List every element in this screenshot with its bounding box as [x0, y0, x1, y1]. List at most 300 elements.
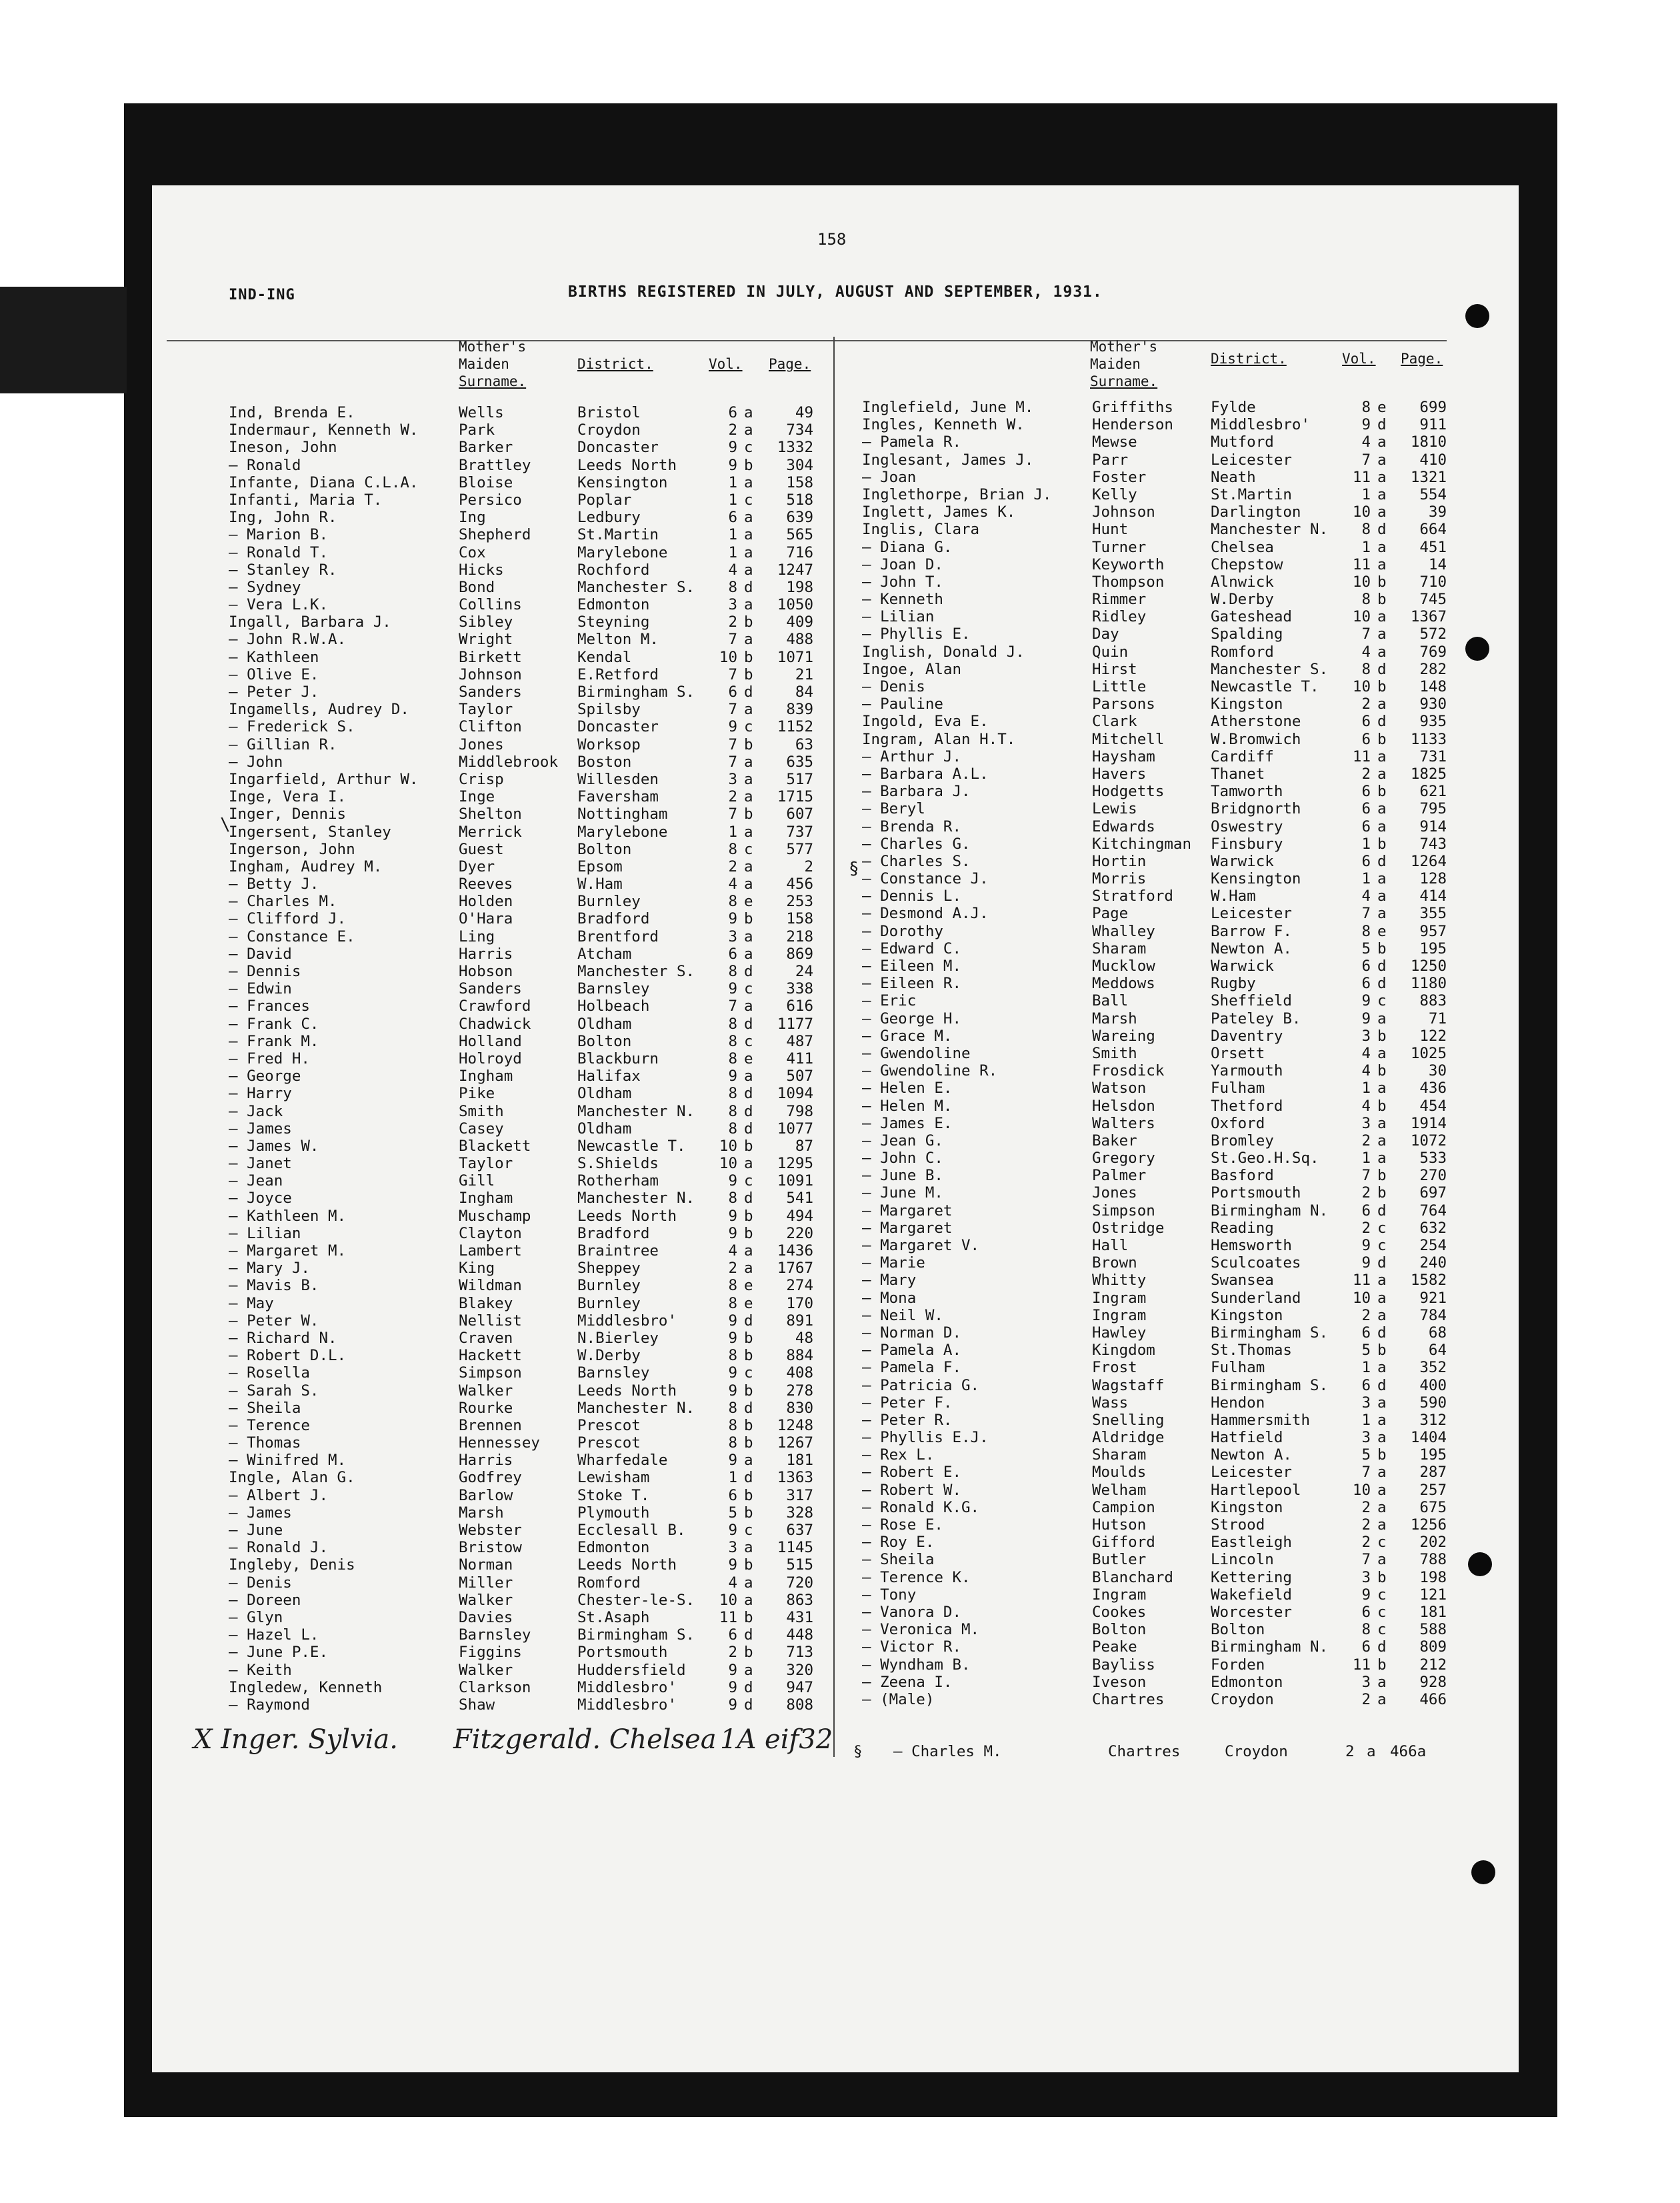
entry-vol: 9	[728, 910, 737, 928]
entry-name: — Jean	[229, 1172, 283, 1190]
entry-page: 287	[1419, 1464, 1447, 1482]
entry-district: Portsmouth	[577, 1644, 668, 1662]
entry-vol: 11	[719, 1608, 737, 1626]
entry-mother: O'Hara	[459, 910, 513, 928]
entry-mother: Hunt	[1092, 521, 1129, 539]
entry-page: 202	[1419, 1534, 1447, 1552]
entry-district: Kingston	[1211, 695, 1283, 713]
entry-district: Kendal	[577, 648, 632, 666]
entry-row	[229, 1224, 815, 1241]
entry-name: — Frances	[229, 997, 310, 1015]
entry-sec: a	[1377, 887, 1387, 905]
entry-name: — Sydney	[229, 578, 301, 596]
entry-page: 257	[1419, 1481, 1447, 1499]
entry-mother: Kelly	[1092, 485, 1137, 503]
entry-district: Bromley	[1211, 1132, 1274, 1150]
entry-row	[229, 1171, 815, 1188]
entry-sec: a	[744, 945, 753, 963]
header-vol: Vol.	[709, 356, 743, 372]
entry-district: Manchester S.	[1211, 660, 1329, 678]
entry-mother: Hobson	[459, 963, 513, 980]
entry-name: — Lilian	[229, 1224, 301, 1242]
entry-district: Leeds North	[577, 1556, 677, 1574]
entry-sec: a	[744, 997, 753, 1015]
entry-sec: b	[1377, 573, 1387, 591]
entry-row	[229, 1014, 815, 1031]
entry-page: 697	[1419, 1184, 1447, 1202]
entry-page: 158	[786, 473, 813, 491]
entry-page: 1077	[777, 1120, 813, 1138]
entry-page: 1072	[1410, 1132, 1447, 1150]
entry-district: Oswestry	[1211, 817, 1283, 835]
entry-name: — Gwendoline	[862, 1044, 971, 1062]
entry-sec: d	[744, 1469, 753, 1487]
entry-row	[229, 1660, 815, 1678]
entry-row	[229, 787, 815, 804]
entry-row	[862, 1043, 1449, 1061]
entry-row	[862, 1218, 1449, 1236]
entry-mother: Griffiths	[1092, 399, 1173, 416]
punch-hole-4	[1471, 1860, 1495, 1884]
entry-sec: a	[1377, 817, 1387, 835]
entry-district: Newton A.	[1211, 939, 1292, 957]
entry-name: Inglesant, James J.	[862, 451, 1034, 469]
entry-row	[862, 799, 1449, 816]
entry-sec: d	[744, 1399, 753, 1417]
entry-name: — Mavis B.	[229, 1277, 319, 1295]
entry-page: 466	[1419, 1690, 1447, 1708]
entry-mother: Edwards	[1092, 817, 1155, 835]
entry-page: 87	[795, 1137, 813, 1155]
entry-page: 1404	[1410, 1429, 1447, 1447]
entry-vol: 10	[719, 1591, 737, 1609]
entry-sec: a	[1377, 1394, 1387, 1412]
entry-sec: b	[744, 1347, 753, 1365]
entry-row	[229, 1241, 815, 1258]
entry-name: — John C.	[862, 1150, 943, 1168]
entry-name: — Harry	[229, 1085, 292, 1103]
header-mother-line1: Mother's	[1090, 339, 1158, 355]
right-column	[862, 339, 1449, 1707]
entry-page: 1145	[777, 1539, 813, 1557]
entry-sec: b	[744, 1224, 753, 1242]
entry-district: Croydon	[577, 421, 641, 439]
entry-district: Doncaster	[577, 439, 659, 457]
entry-mother: Hicks	[459, 561, 504, 579]
entry-district: Birmingham S.	[1211, 1376, 1329, 1394]
entry-district: Ledbury	[577, 509, 641, 527]
punch-hole-3	[1468, 1552, 1492, 1576]
entry-name: — Constance E.	[229, 927, 355, 945]
entry-district: Sheppey	[577, 1260, 641, 1278]
entry-district: W.Derby	[1211, 591, 1274, 609]
entry-vol: 7	[1361, 905, 1371, 923]
entry-sec: a	[744, 543, 753, 561]
entry-district: Fylde	[1211, 399, 1256, 416]
entry-vol: 9	[728, 1661, 737, 1679]
entry-row	[229, 507, 815, 525]
entry-mother: Watson	[1092, 1079, 1147, 1097]
header-mother-line2: Maiden	[459, 356, 509, 372]
entry-page: 212	[1419, 1656, 1447, 1674]
entry-page: 1091	[777, 1172, 813, 1190]
entry-district: Spilsby	[577, 701, 641, 719]
entry-name: — May	[229, 1294, 274, 1312]
entry-vol: 9	[728, 439, 737, 457]
entry-vol: 4	[1361, 887, 1371, 905]
entry-sec: a	[744, 1539, 753, 1557]
entry-mother: Middlebrook	[459, 753, 559, 771]
entry-mother: Baker	[1092, 1132, 1137, 1150]
entry-page: 270	[1419, 1167, 1447, 1185]
entry-name: Ingarfield, Arthur W.	[229, 770, 419, 788]
entry-page: 830	[786, 1399, 813, 1417]
entry-sec: a	[1377, 1359, 1387, 1377]
entry-row	[862, 781, 1449, 799]
entry-row	[862, 1637, 1449, 1654]
entry-page: 253	[786, 893, 813, 911]
entry-vol: 9	[728, 718, 737, 736]
entry-mother: Lewis	[1092, 800, 1137, 818]
entry-sec: a	[1377, 468, 1387, 486]
entry-sec: a	[744, 1574, 753, 1592]
entry-sec: a	[1377, 1673, 1387, 1691]
entry-mother: Brattley	[459, 456, 531, 474]
entry-district: Basford	[1211, 1167, 1274, 1185]
entry-vol: 3	[1361, 1673, 1371, 1691]
entry-name: — Kathleen M.	[229, 1207, 347, 1225]
entry-mother: Mewse	[1092, 433, 1137, 451]
entry-mother: Welham	[1092, 1481, 1147, 1499]
entry-district: Burnley	[577, 1277, 641, 1295]
entry-district: Reading	[1211, 1219, 1274, 1237]
entry-mother: Peake	[1092, 1638, 1137, 1656]
entry-mother: Aldridge	[1092, 1429, 1165, 1447]
entry-name: — Pauline	[862, 695, 943, 713]
entry-row	[229, 1206, 815, 1224]
entry-page: 1152	[777, 718, 813, 736]
entry-name: Inglish, Donald J.	[862, 643, 1025, 661]
entry-sec: b	[744, 1329, 753, 1347]
entry-sec: b	[744, 735, 753, 753]
entry-mother: Sharam	[1092, 1446, 1147, 1464]
entry-name: Ingles, Kenneth W.	[862, 416, 1025, 434]
entry-name: — June P.E.	[229, 1644, 329, 1662]
entry-vol: 1	[1361, 1411, 1371, 1429]
entry-district: Hammersmith	[1211, 1411, 1311, 1429]
addendum-mother: Chartres	[1108, 1743, 1181, 1760]
entry-mother: Bond	[459, 578, 495, 596]
entry-mother: Walker	[459, 1661, 513, 1679]
entry-page: 1133	[1410, 730, 1447, 748]
entry-name: Ingram, Alan H.T.	[862, 730, 1016, 748]
entry-vol: 8	[1361, 591, 1371, 609]
entry-row	[229, 490, 815, 507]
entry-vol: 9	[728, 1382, 737, 1400]
entry-sec: b	[744, 1416, 753, 1434]
entry-vol: 2	[1361, 1132, 1371, 1150]
entry-name: — Peter J.	[229, 683, 319, 701]
entry-row	[862, 1340, 1449, 1358]
entry-mother: Gill	[459, 1172, 495, 1190]
entry-vol: 4	[1361, 1097, 1371, 1115]
entry-sec: a	[1377, 695, 1387, 713]
entry-mother: Barlow	[459, 1486, 513, 1504]
entry-vol: 6	[1361, 975, 1371, 993]
entry-sec: e	[744, 1294, 753, 1312]
entry-vol: 6	[728, 404, 737, 421]
entry-mother: Rourke	[459, 1399, 513, 1417]
entry-name: — Charles S.	[862, 852, 971, 870]
entry-vol: 5	[728, 1504, 737, 1522]
entry-page: 254	[1419, 1237, 1447, 1254]
entry-row	[862, 1078, 1449, 1095]
entry-district: Marylebone	[577, 543, 668, 561]
entry-vol: 8	[1361, 521, 1371, 539]
entry-row	[862, 1358, 1449, 1375]
entry-page: 411	[786, 1049, 813, 1067]
entry-sec: b	[744, 648, 753, 666]
entry-name: — Peter R.	[862, 1411, 953, 1429]
entry-district: Mutford	[1211, 433, 1274, 451]
entry-sec: b	[1377, 1167, 1387, 1185]
entry-page: 30	[1428, 1062, 1447, 1080]
entry-page: 911	[1419, 416, 1447, 434]
entry-mother: Holden	[459, 893, 513, 911]
entry-district: Birmingham S.	[577, 1626, 695, 1644]
entry-sec: a	[744, 404, 753, 421]
entry-name: — Pamela A.	[862, 1342, 962, 1360]
entry-district: Barnsley	[577, 1364, 650, 1382]
entry-row	[229, 560, 815, 577]
header-district: District.	[1211, 351, 1287, 367]
entry-name: — Margaret	[862, 1219, 953, 1237]
entry-vol: 2	[1361, 1690, 1371, 1708]
entry-page: 1264	[1410, 852, 1447, 870]
entry-mother: Hawley	[1092, 1324, 1147, 1342]
entry-name: Ineson, John	[229, 439, 337, 457]
entry-vol: 7	[1361, 625, 1371, 643]
entry-page: 637	[786, 1522, 813, 1539]
entry-vol: 6	[1361, 1202, 1371, 1220]
entry-mother: Day	[1092, 625, 1119, 643]
entry-row	[862, 607, 1449, 624]
entry-row	[862, 1288, 1449, 1306]
entry-sec: b	[1377, 1062, 1387, 1080]
entry-name: Ingold, Eva E.	[862, 713, 989, 731]
entry-row	[862, 1148, 1449, 1166]
entry-district: Manchester N.	[577, 1102, 695, 1120]
entry-district: Manchester S.	[577, 963, 695, 980]
entry-vol: 1	[728, 543, 737, 561]
entry-page: 448	[786, 1626, 813, 1644]
entry-name: — John R.W.A.	[229, 631, 347, 649]
entry-page: 795	[1419, 800, 1447, 818]
entry-row	[862, 1201, 1449, 1218]
entry-mother: Craven	[459, 1329, 513, 1347]
entry-vol: 2	[728, 788, 737, 806]
entry-vol: 8	[1361, 399, 1371, 416]
entry-name: — Charles M.	[229, 893, 337, 911]
entry-sec: a	[744, 1242, 753, 1260]
entry-mother: Marsh	[459, 1504, 504, 1522]
entry-name: — Constance J.	[862, 870, 989, 888]
entry-district: Cardiff	[1211, 747, 1274, 765]
entry-mother: Hodgetts	[1092, 783, 1165, 801]
entry-district: Steyning	[577, 613, 650, 631]
entry-mother: Sharam	[1092, 939, 1147, 957]
entry-row	[229, 1573, 815, 1590]
entry-district: Poplar	[577, 491, 632, 509]
entry-page: 1180	[1410, 975, 1447, 993]
entry-sec: a	[1377, 1079, 1387, 1097]
entry-page: 488	[786, 631, 813, 649]
entry-district: Pateley B.	[1211, 1009, 1301, 1027]
entry-mother: Smith	[1092, 1044, 1137, 1062]
entry-sec: b	[1377, 835, 1387, 853]
entry-row	[862, 1393, 1449, 1410]
entry-row	[229, 804, 815, 821]
entry-row	[229, 735, 815, 752]
entry-row	[862, 1445, 1449, 1462]
entry-district: Barrow F.	[1211, 922, 1292, 940]
entry-sec: a	[744, 770, 753, 788]
entry-row	[229, 1294, 815, 1311]
entry-vol: 2	[1361, 1534, 1371, 1552]
entry-mother: Walker	[459, 1591, 513, 1609]
entry-row	[862, 642, 1449, 659]
entry-name: — Raymond	[229, 1696, 310, 1714]
entry-vol: 2	[728, 421, 737, 439]
entry-sec: a	[1377, 1429, 1387, 1447]
entry-page: 863	[786, 1591, 813, 1609]
entry-mother: Helsdon	[1092, 1097, 1155, 1115]
entry-name: — Phyllis E.	[862, 625, 971, 643]
entry-page: 788	[1419, 1551, 1447, 1569]
entry-page: 947	[786, 1678, 813, 1696]
entry-name: — Vera L.K.	[229, 596, 329, 614]
entry-vol: 11	[1352, 468, 1371, 486]
entry-name: — Dennis L.	[862, 887, 962, 905]
entry-row	[229, 1381, 815, 1398]
entry-sec: a	[744, 875, 753, 893]
entry-district: Bolton	[577, 840, 632, 858]
header-mother-line3: Surname.	[1090, 373, 1158, 389]
header-district: District.	[577, 356, 653, 372]
entry-vol: 5	[1361, 1446, 1371, 1464]
entry-row	[229, 979, 815, 996]
entry-sec: a	[1377, 1498, 1387, 1516]
column-divider	[833, 337, 835, 1757]
entry-sec: c	[744, 718, 753, 736]
entry-page: 328	[786, 1504, 813, 1522]
entry-sec: b	[1377, 1342, 1387, 1360]
entry-mother: Clayton	[459, 1224, 522, 1242]
entry-sec: c	[1377, 1621, 1387, 1639]
entry-district: Middlesbro'	[577, 1696, 677, 1714]
entry-district: Prescot	[577, 1416, 641, 1434]
entry-vol: 2	[728, 1260, 737, 1278]
entry-mother: Muschamp	[459, 1207, 531, 1225]
entry-name: — Beryl	[862, 800, 925, 818]
entry-name: — Barbara J.	[862, 783, 971, 801]
entry-vol: 9	[1361, 416, 1371, 434]
entry-page: 639	[786, 509, 813, 527]
entry-name: — James	[229, 1120, 292, 1138]
entry-row	[862, 1114, 1449, 1131]
entry-name: — Hazel L.	[229, 1626, 319, 1644]
entry-name: — Thomas	[229, 1434, 301, 1452]
entry-sec: d	[744, 1626, 753, 1644]
entry-row	[229, 1608, 815, 1625]
entry-name: Ingoe, Alan	[862, 660, 962, 678]
entry-row	[229, 543, 815, 560]
entry-sec: a	[1377, 870, 1387, 888]
entry-district: Bridgnorth	[1211, 800, 1301, 818]
entry-vol: 6	[1361, 1638, 1371, 1656]
entry-row	[229, 1119, 815, 1136]
entry-mother: Ingham	[459, 1190, 513, 1208]
entry-mother: Crawford	[459, 997, 531, 1015]
entry-vol: 1	[728, 491, 737, 509]
addendum-district: Croydon	[1225, 1743, 1288, 1760]
entry-sec: a	[1377, 747, 1387, 765]
entry-vol: 3	[728, 770, 737, 788]
right-column-headers	[862, 339, 1449, 397]
entry-mother: Thompson	[1092, 573, 1165, 591]
entry-sec: a	[744, 823, 753, 841]
entry-name: — James E.	[862, 1114, 953, 1132]
entry-mother: Brown	[1092, 1254, 1137, 1272]
entry-page: 914	[1419, 817, 1447, 835]
entry-row	[862, 973, 1449, 991]
entry-name: — Frank M.	[229, 1032, 319, 1050]
entry-row	[862, 1061, 1449, 1078]
entry-mother: Webster	[459, 1522, 522, 1539]
entry-name: — Ronald T.	[229, 543, 329, 561]
entry-sec: d	[1377, 975, 1387, 993]
entry-mother: Ridley	[1092, 608, 1147, 626]
entry-district: Finsbury	[1211, 835, 1283, 853]
entry-mother: Bristow	[459, 1539, 522, 1557]
entry-sec: b	[1377, 1446, 1387, 1464]
entry-name: — Barbara A.L.	[862, 765, 989, 783]
entry-mother: Cox	[459, 543, 486, 561]
entry-page: 1071	[777, 648, 813, 666]
entry-vol: 8	[728, 578, 737, 596]
entry-mother: Little	[1092, 678, 1147, 695]
entry-district: W.Ham	[1211, 887, 1256, 905]
entry-page: 577	[786, 840, 813, 858]
entry-page: 14	[1428, 555, 1447, 573]
entry-mother: Barker	[459, 439, 513, 457]
entry-row	[862, 572, 1449, 589]
entry-page: 278	[786, 1382, 813, 1400]
entry-district: Middlesbro'	[577, 1312, 677, 1330]
entry-sec: a	[1377, 1306, 1387, 1324]
entry-name: Ingerson, John	[229, 840, 355, 858]
entry-vol: 9	[728, 1067, 737, 1085]
entry-district: Hendon	[1211, 1394, 1265, 1412]
entry-row	[862, 1131, 1449, 1148]
entry-name: Inger, Dennis	[229, 805, 347, 823]
entry-district: Eastleigh	[1211, 1534, 1292, 1552]
entry-name: — Vanora D.	[862, 1603, 962, 1621]
entry-mother: Parr	[1092, 451, 1129, 469]
entry-page: 338	[786, 980, 813, 998]
addendum-page: 466a	[1390, 1743, 1427, 1760]
entry-row	[229, 1486, 815, 1503]
